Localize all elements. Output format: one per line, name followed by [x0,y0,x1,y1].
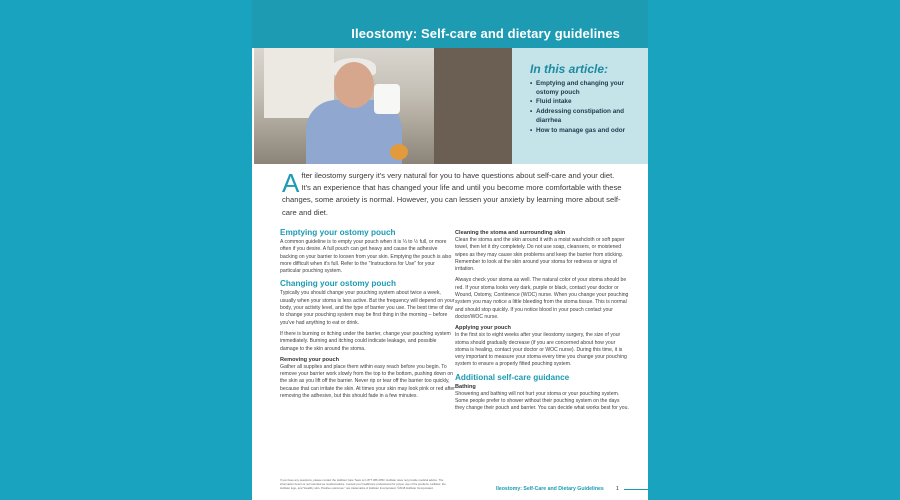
section-heading-emptying: Emptying your ostomy pouch [280,228,396,237]
paragraph: In the first six to eight weeks after your ileostomy surgery, the size of your stoma should gradually decrease (if you are concerned about how your stoma is healing, contact your doctor or WOC nurse). During this time, it is very important to measure your stoma every time you change your pouching system to ensure a properly fitted pouching system. [455,332,627,368]
header-bar [252,0,648,48]
sidebar-heading: In this article: [530,62,609,76]
right-column [455,228,630,417]
list-item: • Fluid intake [530,98,648,107]
article-topics-list [512,80,648,135]
section-heading-additional: Additional self-care guidance [455,372,570,382]
photo-mug [374,84,400,114]
paragraph: Clean the stoma and the skin around it with a moist washcloth or soft paper towel, then let it dry completely. Do not use soap, cleansers, or moistened wipes as they may cause skin problems and keep the barrier from sticking. Remember to look at the skin around your stoma for redness or signs of irritation. [455,237,625,273]
subheading-removing: Removing your pouch [280,356,340,363]
paragraph: Showering and bathing will not hurt your stoma or your pouching system. Some people prefer to shower without their pouching system on the days they change their pouch and barrier. You can decide what works best for you. [455,390,629,412]
list-item: • Emptying and changing your ostomy pouch [530,80,648,97]
header-photo [254,48,512,164]
page-number: 1 [616,486,619,492]
photo-person-head [334,62,374,108]
paragraph: Typically you should change your pouching system about twice a week, usually when your stoma is less active. But the frequency will depend on your body, your activity level, and the type of barrier you use. The best time of day to change your pouching system may be first thing in the morning – before you've had anything to eat or drink. [280,290,455,326]
document-page [252,0,648,500]
in-this-article-box [512,48,648,164]
drop-cap: A [282,168,300,198]
footer-title: Ileostomy: Self-Care and Dietary Guidelines [496,486,604,492]
page-title: Ileostomy: Self-care and dietary guidelines [351,26,620,41]
paragraph: Always check your stoma as well. The natural color of your stoma should be red. If your stoma looks very dark, purple or black, contact your doctor or Wound, Ostomy, Continence (WOC) nurse. When you change your pouching system you may notice a little bleeding from the stoma tissue. This is normal and should stop quickly. If you notice blood in your pouch contact your doctor/WOC nurse. [455,277,629,320]
paragraph: If there is burning or itching under the barrier, change your pouching system immediately. Burning and itching could indicate leakage, and possible damage to the skin around the stoma. [280,330,451,352]
photo-fruit [390,144,408,160]
intro-paragraph [282,170,622,219]
intro-text: fter ileostomy surgery it's very natural for you to have questions about self-care and your diet. It's an experience that has changed your life and until you become more comfortable with these changes, some anxiety is normal. However, you can lessen your anxiety by learning more about self-care and diet. [282,171,622,217]
subheading-applying: Applying your pouch [455,325,511,332]
paragraph: Gather all supplies and place them within easy reach before you begin. To remove your barrier work slowly from the top to the bottom, pushing down on the skin as you lift off the barrier. Never rip or tear off the barrier too quickly, because that can irritate the skin. At times your skin may look pink or red after removing the adhesive, but this should fade in a few minutes. [280,363,455,400]
left-column [280,228,455,404]
paragraph: A common guideline is to empty your pouch when it is ⅓ to ½ full, or more often if you desire. A full pouch can get heavy and cause the adhesive backing on your barrier to loosen from your skin. Emptying the pouch is also more difficult when it's full. Refer to the "Instructions for Use" for your particular pouching system. [280,239,452,275]
subheading-bathing: Bathing [455,383,476,390]
footer-rule [624,489,648,490]
list-item: • Addressing constipation and diarrhea [530,108,648,125]
section-heading-changing: Changing your ostomy pouch [280,279,396,289]
photo-cabinet [434,48,512,164]
subheading-cleaning: Cleaning the stoma and surrounding skin [455,230,566,236]
list-item: • How to manage gas and odor [530,127,648,136]
legal-footnote: If you have any questions, please contact the Hollister Care Team at 1.877.386.2053. Hollister does not provide medical advice. The information herein is not intended as medical advice. Consult your healthcare professional for proper use of the products. Hollister, the Hollister logo, and "Healthy skin. Positive outcomes." are trademarks of Hollister Incorporated. ©2018 Hollister Incorporated. [280,478,446,490]
